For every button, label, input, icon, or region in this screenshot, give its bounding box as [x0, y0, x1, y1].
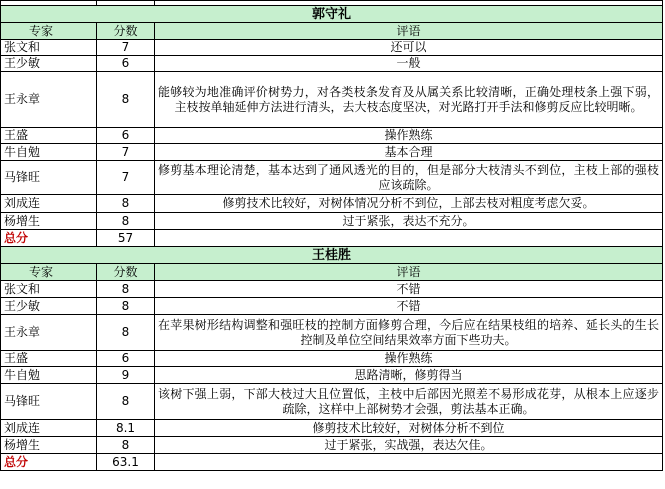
expert-name: 王永章 — [1, 72, 97, 128]
table-row — [1, 351, 663, 367]
expert-comment: 修剪基本理论清楚，基本达到了通风透光的目的，但是部分大枝清头不到位，主枝上部的强枝应该疏除。 — [155, 161, 663, 195]
expert-name: 刘成连 — [1, 195, 97, 213]
table-row — [1, 420, 663, 437]
table-row — [1, 161, 663, 195]
expert-comment: 修剪技术比较好，对树体分析不到位 — [155, 420, 663, 437]
expert-name: 杨增生 — [1, 213, 97, 230]
expert-score: 6 — [97, 56, 155, 72]
expert-score: 8 — [97, 384, 155, 420]
table-row — [1, 128, 663, 144]
expert-score: 8.1 — [97, 420, 155, 437]
expert-name: 牛自勉 — [1, 144, 97, 161]
expert-comment: 思路清晰，修剪得当 — [155, 367, 663, 384]
expert-score: 7 — [97, 161, 155, 195]
header-row — [1, 23, 663, 40]
empty-cell — [155, 454, 663, 471]
header-expert: 专家 — [1, 23, 97, 40]
expert-score: 8 — [97, 195, 155, 213]
expert-name: 王盛 — [1, 351, 97, 367]
table-row — [1, 281, 663, 298]
table-row — [1, 437, 663, 454]
expert-score: 8 — [97, 437, 155, 454]
empty-cell — [155, 230, 663, 247]
total-row — [1, 454, 663, 471]
expert-comment: 该树下强上弱，下部大枝过大且位置低，主枝中后部因光照差不易形成花芽，从根本上应逐步疏除，这样中上部树势才会强，剪法基本正确。 — [155, 384, 663, 420]
total-label: 总分 — [1, 454, 97, 471]
expert-score: 6 — [97, 128, 155, 144]
table-row — [1, 213, 663, 230]
expert-comment: 操作熟练 — [155, 128, 663, 144]
table-row — [1, 72, 663, 128]
header-row — [1, 264, 663, 281]
table-row — [1, 56, 663, 72]
expert-comment: 过于紧张，表达不充分。 — [155, 213, 663, 230]
expert-comment: 修剪技术比较好，对树体情况分析不到位，上部去枝对粗度考虑欠妥。 — [155, 195, 663, 213]
table-row — [1, 384, 663, 420]
expert-name: 王少敏 — [1, 298, 97, 315]
header-comment: 评语 — [155, 23, 663, 40]
expert-comment: 基本合理 — [155, 144, 663, 161]
total-score: 57 — [97, 230, 155, 247]
total-score: 63.1 — [97, 454, 155, 471]
expert-name: 马锋旺 — [1, 384, 97, 420]
sheet-body — [1, 1, 663, 471]
expert-score: 6 — [97, 351, 155, 367]
table-row — [1, 40, 663, 56]
expert-comment: 在苹果树形结构调整和强旺枝的控制方面修剪合理，今后应在结果枝组的培养、延长头的生长控制及单位空间结果效率方面下些功夫。 — [155, 315, 663, 351]
expert-comment: 过于紧张，实战强，表达欠佳。 — [155, 437, 663, 454]
expert-score: 7 — [97, 40, 155, 56]
section-title: 王桂胜 — [1, 247, 663, 264]
table-row — [1, 315, 663, 351]
expert-name: 王盛 — [1, 128, 97, 144]
header-comment: 评语 — [155, 264, 663, 281]
section-title-row — [1, 247, 663, 264]
expert-name: 牛自勉 — [1, 367, 97, 384]
expert-score: 9 — [97, 367, 155, 384]
expert-name: 杨增生 — [1, 437, 97, 454]
expert-score: 8 — [97, 213, 155, 230]
expert-name: 张文和 — [1, 281, 97, 298]
table-row — [1, 195, 663, 213]
header-expert: 专家 — [1, 264, 97, 281]
header-score: 分数 — [97, 264, 155, 281]
total-label: 总分 — [1, 230, 97, 247]
expert-comment: 不错 — [155, 281, 663, 298]
table-row — [1, 298, 663, 315]
expert-score: 8 — [97, 281, 155, 298]
expert-comment: 还可以 — [155, 40, 663, 56]
expert-name: 马锋旺 — [1, 161, 97, 195]
expert-name: 王永章 — [1, 315, 97, 351]
section-title-row — [1, 6, 663, 23]
expert-name: 刘成连 — [1, 420, 97, 437]
expert-score: 8 — [97, 315, 155, 351]
expert-score: 7 — [97, 144, 155, 161]
expert-comment: 操作熟练 — [155, 351, 663, 367]
expert-score: 8 — [97, 298, 155, 315]
total-row — [1, 230, 663, 247]
expert-comment: 不错 — [155, 298, 663, 315]
expert-score: 8 — [97, 72, 155, 128]
expert-name: 王少敏 — [1, 56, 97, 72]
section-title: 郭守礼 — [1, 6, 663, 23]
expert-name: 张文和 — [1, 40, 97, 56]
table-row — [1, 367, 663, 384]
table-row — [1, 144, 663, 161]
header-score: 分数 — [97, 23, 155, 40]
expert-comment: 能够较为地准确评价树势力，对各类枝条发育及从属关系比较清晰，正确处理枝条上强下弱，主枝按单轴延伸方法进行清头，去大枝态度坚决，对光路打开手法和修剪反应比较明晰。 — [155, 72, 663, 128]
expert-comment: 一般 — [155, 56, 663, 72]
